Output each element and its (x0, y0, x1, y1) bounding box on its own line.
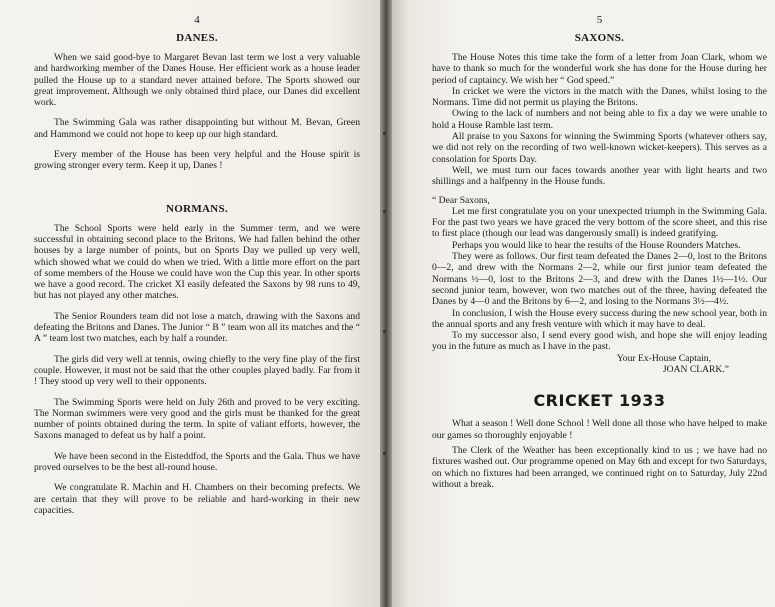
page-number-right: 5 (596, 14, 603, 26)
binding-dot (383, 452, 386, 455)
letter-salutation: “ Dear Saxons, (432, 194, 490, 206)
right-page (386, 0, 775, 607)
cricket-section (432, 391, 767, 490)
saxons-heading: SAXONS. (574, 32, 625, 44)
normans-paragraph: We have been second in the Eisteddfod, the Sports and the Gala. Thus we have proved ourselves to be the best all-round house. (34, 450, 360, 474)
saxons-paragraph: Well, we must turn our faces towards another year with light hearts and two shillings and a halfpenny in the House funds. (432, 164, 767, 188)
normans-paragraph: The Senior Rounders team did not lose a match, drawing with the Saxons and defeating the Britons and Danes. The Junior “ B ” team won all its matches and the “ A ” team lost two matches, each by half a rounder. (34, 310, 360, 345)
binding-dot (383, 132, 386, 135)
normans-heading: NORMANS. (166, 202, 228, 215)
letter-signature: JOAN CLARK.” (662, 364, 729, 376)
saxons-paragraph: All praise to you Saxons for winning the Swimming Sports (whatever others say, we did not rely on the recording of two well-known wicket-keepers). This serves as a consolation for Sports Day. (432, 131, 767, 165)
danes-paragraph: When we said good-bye to Margaret Bevan last term we lost a very valuable and hardworking member of the Danes House. Her efficient work as a house leader pulled the House up to a standard never attained before. The Sports showed our great improvement. Although we only obtained third place, our Danes did excellent work. (34, 52, 360, 109)
cricket-heading: CRICKET 1933 (533, 391, 666, 411)
letter-paragraph: Let me first congratulate you on your unexpected triumph in the Swimming Gala. For the past two years we have graced the very bottom of the score sheet, and this rise to first place (though our lead was dangerously small) is indeed gratifying. (432, 205, 767, 240)
saxons-paragraph: The House Notes this time take the form of a letter from Joan Clark, whom we have to thank so much for the wonderful work she has done for the House during her period of captaincy. We wish her “ God speed.” (432, 52, 767, 86)
letter-paragraph: In conclusion, I wish the House every success during the new school year, both in the annual sports and any fresh venture with which it may have to deal. (432, 307, 767, 330)
saxons-section (432, 32, 767, 375)
saxons-paragraph: Owing to the lack of numbers and not being able to fix a day we were unable to hold a House Ramble last term. (432, 108, 767, 131)
danes-heading: DANES. (176, 32, 218, 44)
normans-paragraph: The girls did very well at tennis, owing chiefly to the very fine play of the first couple. However, it must not be said that the other couples played badly. Far from it ! They stood up very well to their opponents. (34, 353, 360, 388)
danes-paragraph: The Swimming Gala was rather disappointing but without M. Bevan, Green and Hammond we could not hope to keep up our high standard. (34, 117, 360, 140)
danes-paragraph: Every member of the House has been very helpful and the House spirit is growing stronger every term. Keep it up, Danes ! (34, 149, 360, 172)
cricket-paragraph: The Clerk of the Weather has been exceptionally kind to us ; we have had no fixtures washed out. Our programme opened on May 6th and except for two Saturdays, on which no fixtures had been arranged, we continued right on to Saturday, July 22nd without a break. (432, 444, 767, 490)
danes-section (34, 32, 360, 172)
normans-section (34, 203, 360, 517)
book-gutter (380, 0, 392, 607)
letter-paragraph: Perhaps you would like to hear the results of the House Rounders Matches. (452, 239, 741, 251)
binding-dot (383, 210, 386, 213)
left-page (0, 0, 386, 607)
letter-paragraph: To my successor also, I send every good wish, and hope she will enjoy leading you in the future as much as I have in the past. (432, 330, 767, 353)
letter-paragraph: They were as follows. Our first team defeated the Danes 2—0, lost to the Britons 0—2, and drew with the Normans 2—2, while our first junior team defeated the Normans ½—0, lost to the Britons 2—3, and drew with the Danes 1½—1½. Our second junior team, however, won two matches out of the three, having defeated the Danes by 4—0 and the Britons by 6—2, and losing to the Normans 3½—4½. (432, 251, 767, 308)
normans-paragraph: The Swimming Sports were held on July 26th and proved to be very exciting. The Norman swimmers were very good and the girls must be thanked for the great number of points obtained during the term. In spite of valiant efforts, however, the Saxons managed to defeat us by half a point. (34, 396, 360, 442)
captain-letter (432, 195, 767, 376)
page-number-left: 4 (194, 14, 200, 26)
letter-signoff: Your Ex-House Captain, (616, 352, 711, 364)
normans-paragraph: The School Sports were held early in the Summer term, and we were successful in obtaining second place to the Britons. We had fallen behind the other houses by a large number of points, but on Sports Day we pulled up very well, which showed what we could do when we tried. With a little more effort on the part of some members of the House we could have won the Cup this year. In other sports we have a good record. The cricket XI easily defeated the Saxons by 98 runs to 49, but has not played any other matches. (34, 222, 360, 302)
normans-paragraph: We congratulate R. Machin and H. Chambers on their becoming prefects. We are certain that they will prove to be reliable and hard-working in their new capacities. (34, 482, 360, 516)
binding-dot (383, 330, 386, 333)
saxons-paragraph: In cricket we were the victors in the match with the Danes, whilst losing to the Normans. Time did not permit us playing the Britons. (432, 85, 767, 109)
cricket-paragraph: What a season ! Well done School ! Well done all those who have helped to make our games so thoroughly enjoyable ! (432, 418, 767, 441)
